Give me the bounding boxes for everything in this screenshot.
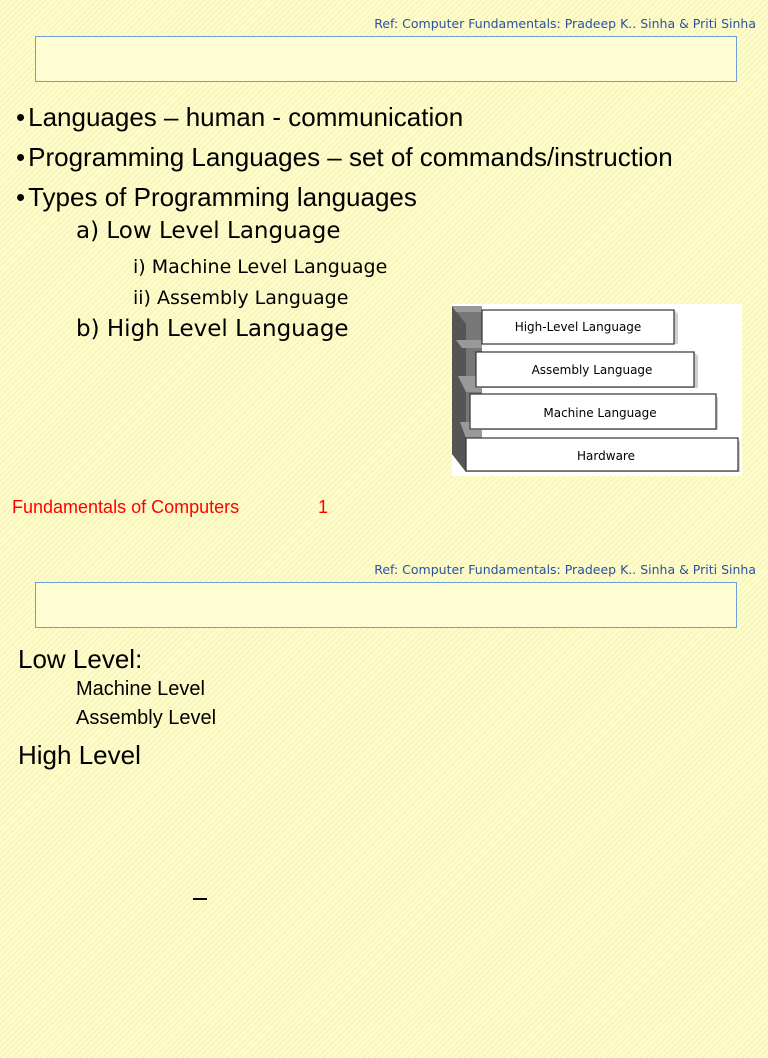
assembly-item: ii) Assembly Language — [133, 287, 349, 309]
slide-2 — [0, 546, 768, 1058]
language-layers-diagram — [452, 304, 742, 476]
bullet-item: • Languages – human - communication — [16, 97, 673, 137]
bullet-list — [16, 97, 673, 217]
machine-level-item: i) Machine Level Language — [133, 256, 388, 278]
high-level-heading: b) High Level Language — [76, 316, 349, 342]
layer-hardware — [466, 438, 740, 472]
layer-label: High-Level Language — [514, 320, 642, 334]
reference-text: Ref: Computer Fundamentals: Pradeep K.. Sinha & Priti Sinha — [374, 16, 756, 31]
low-level-heading: a) Low Level Language — [76, 218, 341, 244]
page-number: 1 — [318, 497, 329, 517]
layer-label: Hardware — [577, 449, 635, 463]
low-level-heading: Low Level: — [18, 644, 143, 674]
layer-high-level — [482, 310, 678, 344]
footer-text: Fundamentals of Computers — [12, 497, 240, 517]
slide-1 — [0, 0, 768, 517]
dash-mark — [193, 898, 207, 900]
bullet-item: • Programming Languages – set of commands/instruction — [16, 137, 673, 177]
title-placeholder — [35, 582, 737, 628]
layer-assembly — [476, 352, 698, 388]
bullet-item: • Types of Programming languages — [16, 177, 673, 217]
layer-machine — [470, 394, 718, 430]
title-placeholder — [35, 36, 737, 82]
reference-text: Ref: Computer Fundamentals: Pradeep K.. Sinha & Priti Sinha — [374, 562, 756, 577]
assembly-level-item: Assembly Level — [76, 707, 217, 729]
layer-label: Assembly Language — [531, 363, 653, 377]
machine-level-item: Machine Level — [76, 678, 205, 700]
high-level-heading: High Level — [18, 740, 141, 770]
layer-label: Machine Language — [543, 406, 657, 420]
